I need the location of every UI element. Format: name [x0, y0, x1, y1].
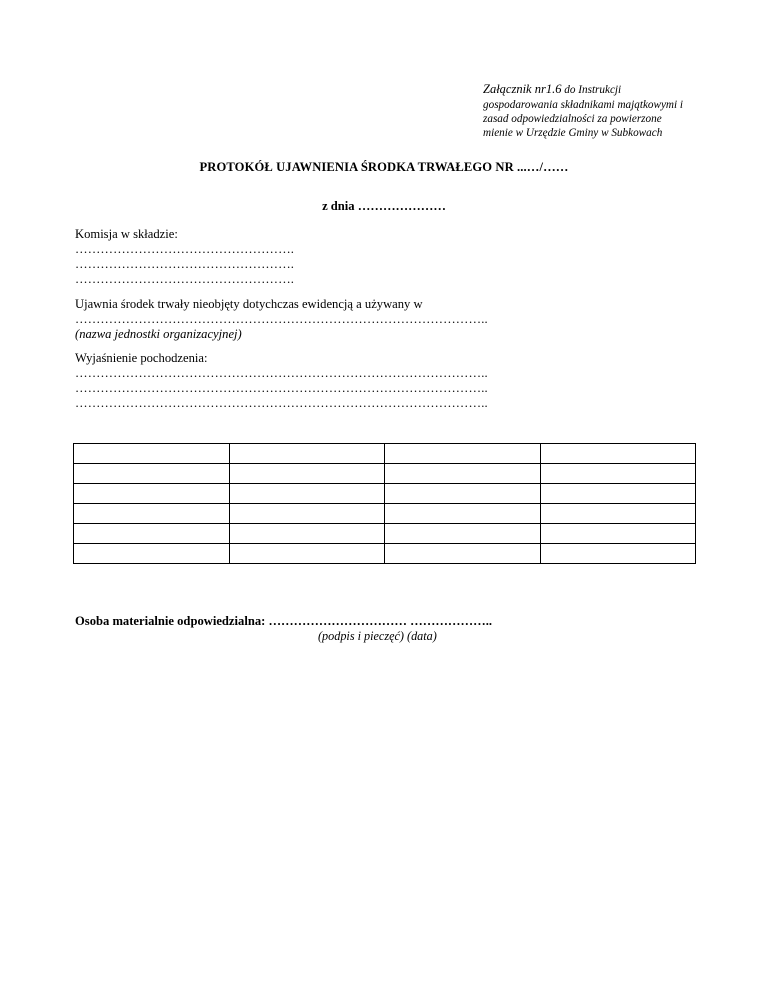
origin-section: [75, 351, 715, 411]
table-cell[interactable]: [74, 444, 230, 464]
origin-line[interactable]: ……………………………………………………………………………………..: [75, 381, 488, 395]
origin-line[interactable]: ……………………………………………………………………………………..: [75, 366, 488, 380]
responsible-person-label: Osoba materialnie odpowiedzialna:: [75, 614, 266, 628]
table-cell[interactable]: [229, 444, 385, 464]
origin-label: Wyjaśnienie pochodzenia:: [75, 351, 208, 365]
signature-caption: (podpis i pieczęć) (data): [318, 629, 437, 643]
disclosure-section: [75, 297, 715, 342]
table-cell[interactable]: [229, 504, 385, 524]
attachment-ref: do Instrukcji: [561, 84, 622, 96]
signature-dots[interactable]: …………………………… ………………..: [265, 614, 492, 628]
attachment-line-3: zasad odpowiedzialności za powierzone: [483, 113, 662, 125]
table-cell[interactable]: [385, 484, 541, 504]
unit-name-caption: (nazwa jednostki organizacyjnej): [75, 327, 242, 341]
commission-member-line[interactable]: …………………………………………….: [75, 242, 295, 256]
attachment-line-4: mienie w Urzędzie Gminy w Subkowach: [483, 127, 663, 139]
table-cell[interactable]: [74, 524, 230, 544]
table-cell[interactable]: [540, 444, 696, 464]
table-cell[interactable]: [540, 504, 696, 524]
commission-section: [75, 227, 715, 287]
table-cell[interactable]: [74, 544, 230, 564]
commission-member-line[interactable]: …………………………………………….: [75, 257, 295, 271]
attachment-note: [483, 82, 733, 140]
disclosure-label: Ujawnia środek trwały nieobjęty dotychczas ewidencją a używany w: [75, 297, 423, 311]
table-row: [74, 464, 696, 484]
table-cell[interactable]: [540, 524, 696, 544]
attachment-number: Załącznik nr1.6: [483, 82, 562, 96]
table-row: [74, 544, 696, 564]
commission-member-line[interactable]: …………………………………………….: [75, 272, 295, 286]
table-row: [74, 444, 696, 464]
table-row: [74, 504, 696, 524]
table-row: [74, 484, 696, 504]
table-cell[interactable]: [385, 504, 541, 524]
table-cell[interactable]: [540, 484, 696, 504]
responsible-person-line: [75, 614, 492, 629]
commission-label: Komisja w składzie:: [75, 227, 178, 241]
table-cell[interactable]: [229, 544, 385, 564]
table-cell[interactable]: [229, 464, 385, 484]
date-line: z dnia …………………: [322, 199, 446, 213]
table-cell[interactable]: [74, 504, 230, 524]
table-cell[interactable]: [229, 524, 385, 544]
table-cell[interactable]: [385, 444, 541, 464]
table-cell[interactable]: [385, 524, 541, 544]
table-cell[interactable]: [385, 544, 541, 564]
table-row: [74, 524, 696, 544]
unit-name-line[interactable]: ……………………………………………………………………………………..: [75, 312, 488, 326]
table-cell[interactable]: [540, 464, 696, 484]
document-title: PROTOKÓŁ UJAWNIENIA ŚRODKA TRWAŁEGO NR ...…/……: [199, 160, 569, 174]
asset-table: [73, 443, 696, 564]
table-cell[interactable]: [385, 464, 541, 484]
table-cell[interactable]: [74, 464, 230, 484]
table-cell[interactable]: [229, 484, 385, 504]
origin-line[interactable]: ……………………………………………………………………………………..: [75, 396, 488, 410]
table-cell[interactable]: [540, 544, 696, 564]
attachment-line-2: gospodarowania składnikami majątkowymi i: [483, 99, 684, 111]
table-cell[interactable]: [74, 484, 230, 504]
